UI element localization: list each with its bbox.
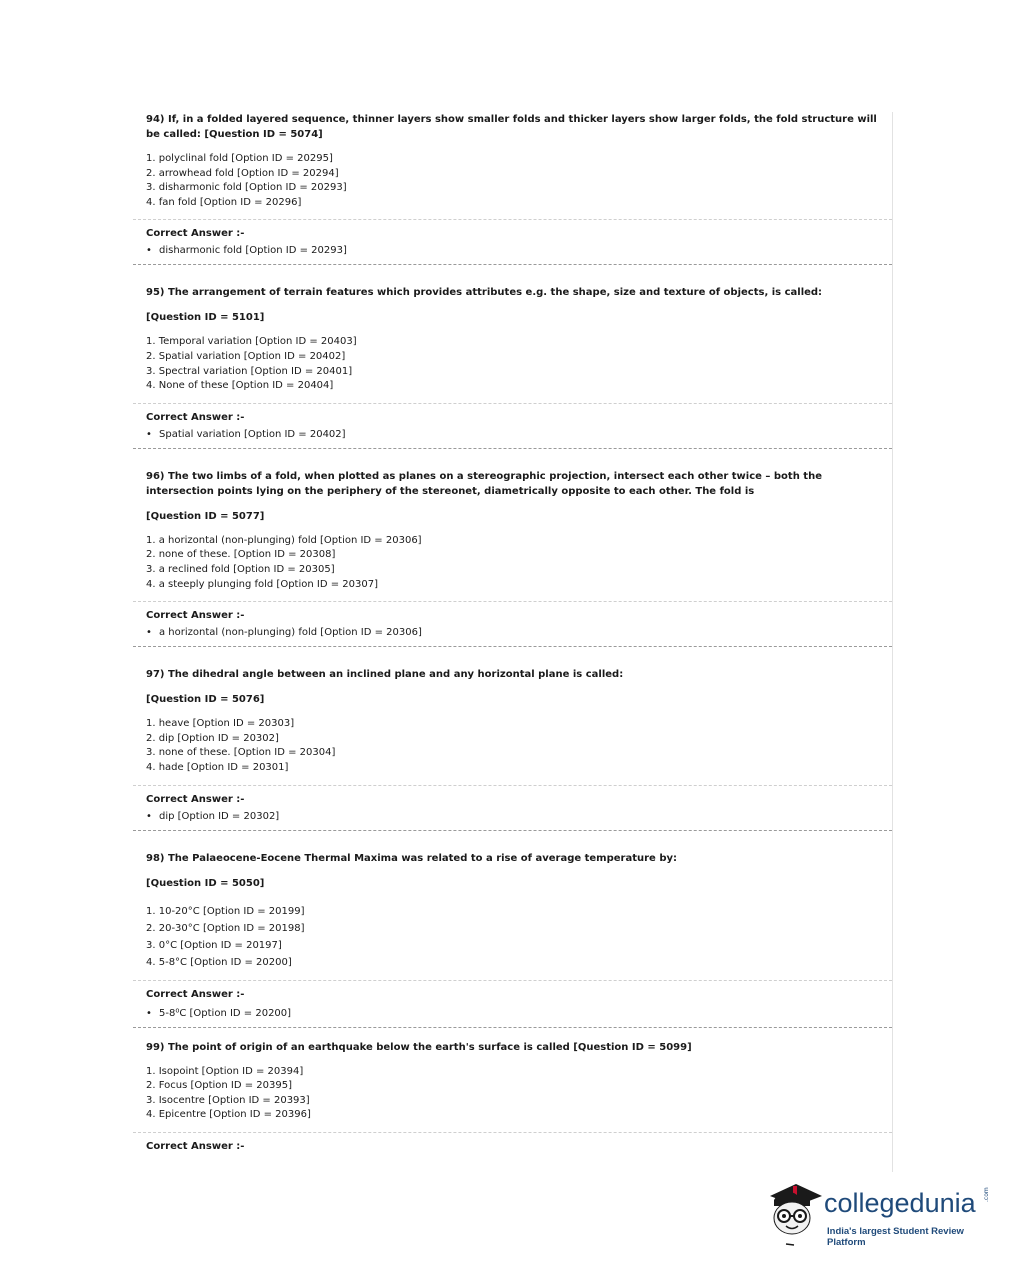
option-item: 3. Isocentre [Option ID = 20393] [146, 1094, 310, 1106]
option-item: 2. none of these. [Option ID = 20308] [146, 549, 336, 561]
correct-answer-label: Correct Answer :- [146, 228, 245, 240]
option-item: 4. a steeply plunging fold [Option ID = 20307] [146, 578, 378, 590]
option-item: 1. a horizontal (non-plunging) fold [Option ID = 20306] [146, 534, 422, 546]
mascot-icon [766, 1178, 824, 1248]
question-title: 98) The Palaeocene-Eocene Thermal Maxima was related to a rise of average temperature by: [146, 852, 677, 864]
correct-answer-text: Spatial variation [Option ID = 20402] [159, 428, 346, 440]
logo-tagline: India's largest Student Review Platform [827, 1226, 964, 1248]
option-item: 4. Epicentre [Option ID = 20396] [146, 1109, 311, 1121]
correct-answer-text: disharmonic fold [Option ID = 20293] [159, 245, 347, 257]
divider [133, 785, 892, 786]
divider [133, 1132, 892, 1133]
correct-answer-label: Correct Answer :- [146, 411, 245, 423]
question-block-99 [133, 1040, 892, 1123]
option-item: 2. Focus [Option ID = 20395] [146, 1080, 293, 1092]
correct-answer [146, 1007, 892, 1021]
question-title: 94) If, in a folded layered sequence, thinner layers show smaller folds and thicker layers show larger folds, the fold structure will be called: [Question ID = 5074] [146, 114, 877, 140]
question-block-98 [133, 851, 892, 971]
question-id: [Question ID = 5101] [146, 312, 265, 324]
option-list [146, 335, 892, 393]
question-sheet [133, 112, 893, 1172]
correct-answer-label: Correct Answer :- [146, 793, 245, 805]
option-item: 2. Spatial variation [Option ID = 20402] [146, 350, 346, 362]
correct-answer-text: 5-8⁰C [Option ID = 20200] [159, 1007, 292, 1019]
question-block-94 [133, 112, 892, 210]
option-item: 4. hade [Option ID = 20301] [146, 761, 289, 773]
option-item: 1. Temporal variation [Option ID = 20403] [146, 336, 357, 348]
logo-domain: .com [983, 1187, 990, 1202]
question-block-96 [133, 469, 892, 592]
question-title: 95) The arrangement of terrain features which provides attributes e.g. the shape, size and texture of objects, is called: [146, 287, 823, 299]
option-item: 2. arrowhead fold [Option ID = 20294] [146, 167, 339, 179]
option-item: 3. Spectral variation [Option ID = 20401] [146, 365, 353, 377]
correct-answer-label: Correct Answer :- [146, 988, 245, 1000]
option-item: 1. polyclinal fold [Option ID = 20295] [146, 153, 333, 164]
question-block-97 [133, 667, 892, 775]
correct-answer-label: Correct Answer :- [146, 1140, 245, 1152]
option-item: 1. Isopoint [Option ID = 20394] [146, 1065, 304, 1077]
option-list [146, 534, 892, 592]
question-id: [Question ID = 5076] [146, 694, 265, 706]
question-title: 97) The dihedral angle between an inclined plane and any horizontal plane is called: [146, 669, 624, 681]
option-item: 2. dip [Option ID = 20302] [146, 732, 279, 744]
option-item: 4. 5-8°C [Option ID = 20200] [146, 956, 292, 968]
divider [133, 403, 892, 404]
collegedunia-logo[interactable] [766, 1178, 996, 1248]
divider [133, 219, 892, 220]
divider [133, 601, 892, 602]
option-item: 1. heave [Option ID = 20303] [146, 718, 295, 730]
option-item: 4. fan fold [Option ID = 20296] [146, 196, 302, 208]
option-item: 4. None of these [Option ID = 20404] [146, 380, 334, 392]
correct-answer [146, 244, 892, 258]
correct-answer-text: dip [Option ID = 20302] [159, 810, 280, 822]
question-id: [Question ID = 5077] [146, 510, 265, 522]
correct-answer [146, 428, 892, 442]
logo-wordmark: collegedunia [824, 1188, 976, 1218]
option-item: 3. 0°C [Option ID = 20197] [146, 939, 282, 951]
correct-answer [146, 626, 892, 640]
bullet-icon: • [146, 1007, 152, 1019]
divider [133, 980, 892, 981]
option-item: 1. 10-20°C [Option ID = 20199] [146, 905, 305, 917]
bullet-icon: • [146, 428, 152, 440]
question-id: [Question ID = 5050] [146, 877, 265, 889]
bullet-icon: • [146, 627, 152, 639]
option-list [146, 152, 892, 210]
option-list [146, 903, 892, 971]
bullet-icon: • [146, 245, 152, 257]
option-item: 3. disharmonic fold [Option ID = 20293] [146, 182, 347, 194]
option-item: 3. none of these. [Option ID = 20304] [146, 747, 336, 759]
bullet-icon: • [146, 810, 152, 822]
option-item: 3. a reclined fold [Option ID = 20305] [146, 563, 335, 575]
correct-answer [146, 810, 892, 824]
option-list [146, 1065, 892, 1123]
option-item: 2. 20-30°C [Option ID = 20198] [146, 922, 305, 934]
question-title: 99) The point of origin of an earthquake below the earth's surface is called [Question ID = 5099] [146, 1041, 692, 1053]
option-list [146, 717, 892, 775]
correct-answer-label: Correct Answer :- [146, 610, 245, 622]
question-block-95 [133, 285, 892, 393]
question-title: 96) The two limbs of a fold, when plotted as planes on a stereographic projection, intersect each other twice – both the intersection points lying on the periphery of the stereonet, diametrically opposite to each other. The fold is [146, 470, 822, 497]
correct-answer-text: a horizontal (non-plunging) fold [Option ID = 20306] [159, 627, 422, 639]
